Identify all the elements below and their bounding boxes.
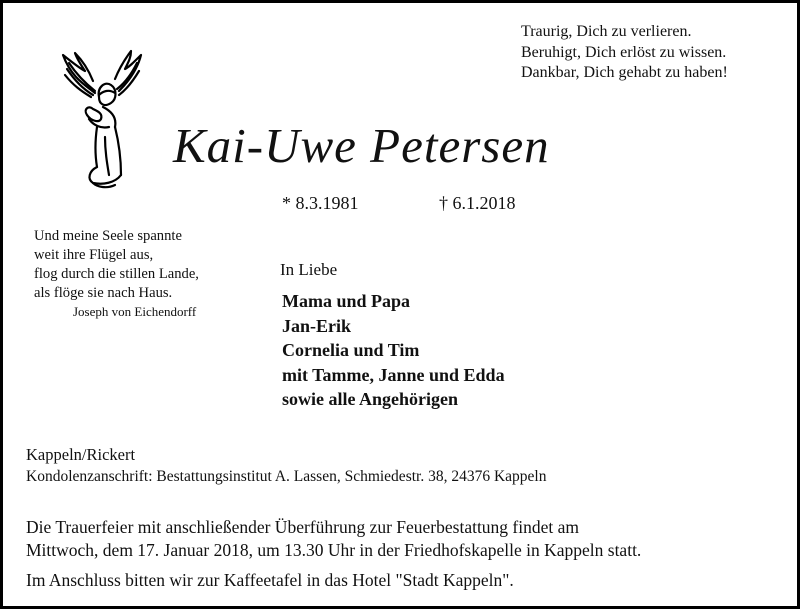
poem-line: weit ihre Flügel aus, [34, 247, 154, 263]
mourners-intro: In Liebe [280, 260, 338, 279]
poem-line: als flöge sie nach Haus. [34, 285, 173, 301]
mourner-line: Jan-Erik [282, 315, 352, 336]
mourner-line: mit Tamme, Janne und Edda [282, 364, 505, 385]
death-date: † 6.1.2018 [439, 193, 516, 213]
motto-line: Dankbar, Dich gehabt zu haben! [521, 64, 728, 81]
mourner-line: sowie alle Angehörigen [282, 389, 458, 409]
motto-line: Beruhigt, Dich erlöst zu wissen. [521, 43, 727, 61]
motto-line: Traurig, Dich zu verlieren. [521, 23, 692, 40]
mourner-line: Mama und Papa [282, 291, 411, 311]
service-line: Die Trauerfeier mit anschließender Überführung zur Feuerbestattung findet am [26, 517, 580, 537]
poem-line: flog durch die stillen Lande, [34, 266, 199, 282]
angel-icon [59, 47, 143, 197]
condolence-address: Kondolenzanschrift: Bestattungsinstitut A. Lassen, Schmiedestr. 38, 24376 Kappeln [26, 468, 547, 485]
poem-line: Und meine Seele spannte [34, 228, 182, 244]
birth-date: * 8.3.1981 [282, 193, 359, 213]
mourners-list [282, 289, 505, 412]
motto [521, 22, 728, 84]
funeral-service-info [26, 516, 641, 562]
poem-author: Joseph von Eichendorff [73, 304, 197, 319]
deceased-name: Kai-Uwe Petersen [173, 118, 550, 173]
mourner-line: Cornelia und Tim [282, 340, 420, 360]
coffee-invitation: Im Anschluss bitten wir zur Kaffeetafel in das Hotel "Stadt Kappeln". [26, 570, 514, 590]
service-line: Mittwoch, dem 17. Januar 2018, um 13.30 Uhr in der Friedhofskapelle in Kappeln statt. [26, 540, 642, 560]
poem [34, 227, 199, 303]
place: Kappeln/Rickert [26, 445, 136, 464]
